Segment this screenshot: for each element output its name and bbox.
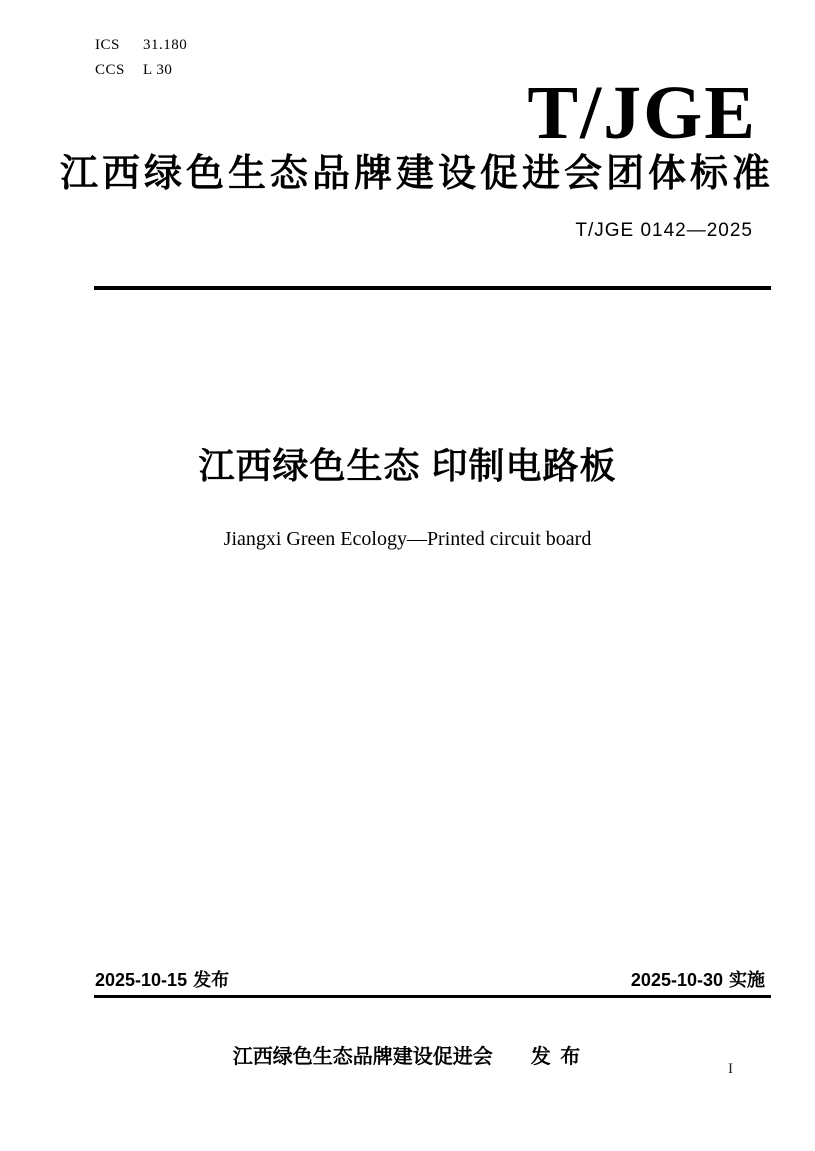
standard-number: T/JGE 0142—2025 — [575, 220, 753, 241]
issue-date-group — [95, 966, 229, 992]
implement-date-group — [631, 966, 765, 992]
footer-divider-rule — [94, 995, 771, 998]
publisher-name: 江西绿色生态品牌建设促进会 — [232, 1046, 493, 1068]
ccs-code-row — [95, 58, 187, 83]
header-divider-rule — [94, 286, 771, 290]
publish-action-label: 发 布 — [530, 1046, 583, 1068]
ccs-label: CCS — [95, 62, 125, 78]
implement-date-label: 实施 — [729, 970, 765, 990]
issue-date-label: 发布 — [193, 970, 230, 990]
ccs-value: L 30 — [143, 62, 173, 78]
publisher-row — [0, 1040, 815, 1069]
implement-date: 2025-10-30 — [630, 970, 723, 990]
issue-date: 2025-10-15 — [95, 970, 188, 990]
ics-label: ICS — [95, 37, 120, 53]
classification-codes — [95, 33, 187, 83]
ics-code-row — [95, 33, 187, 58]
document-title-english: Jiangxi Green Ecology—Printed circuit board — [223, 528, 592, 550]
document-title-chinese: 江西绿色生态 印制电路板 — [198, 445, 617, 486]
dates-row — [95, 966, 765, 992]
standard-body-logo: T/JGE — [527, 71, 757, 155]
society-standard-heading: 江西绿色生态品牌建设促进会团体标准 — [60, 153, 775, 195]
ics-value: 31.180 — [143, 37, 188, 53]
page-number: I — [728, 1061, 733, 1077]
